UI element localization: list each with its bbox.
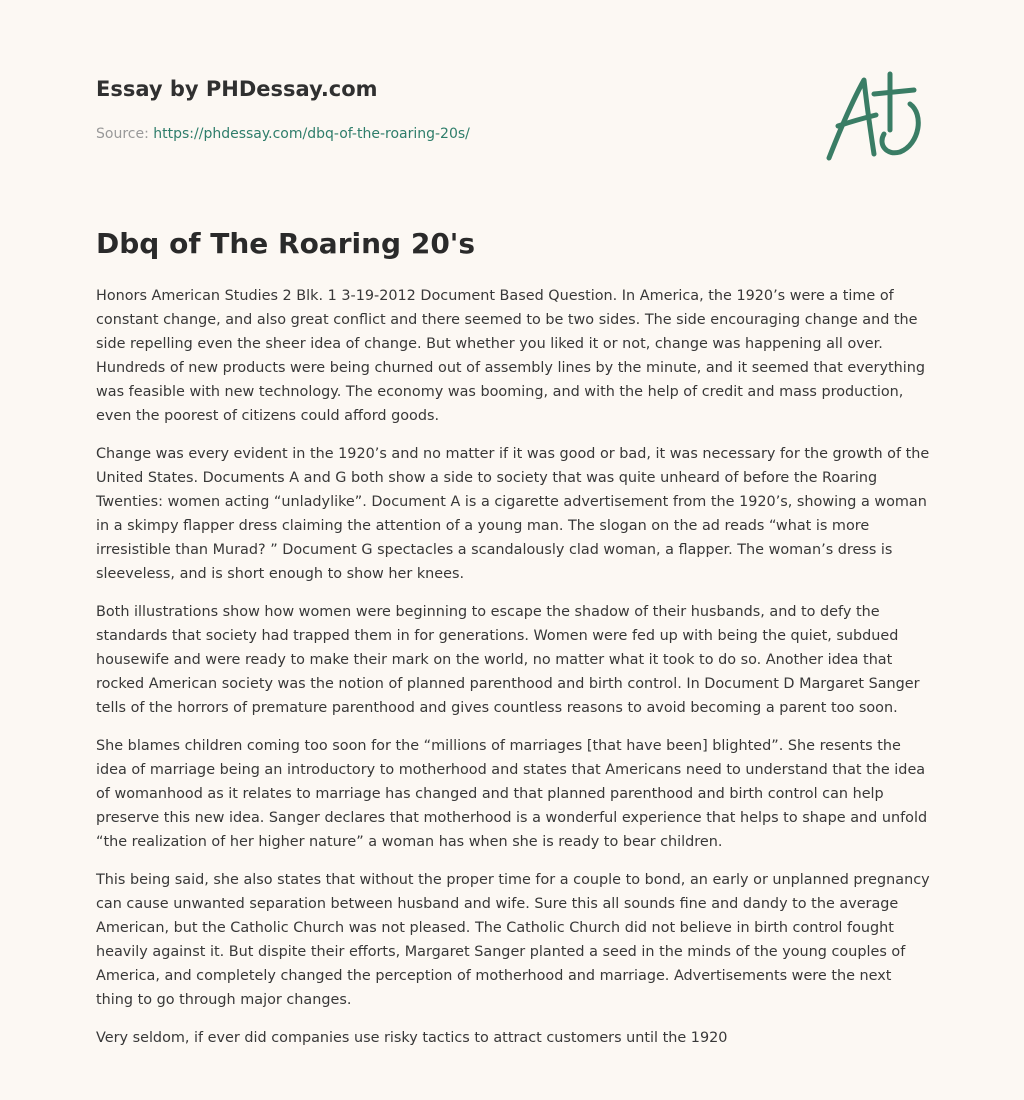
source-link[interactable]: https://phdessay.com/dbq-of-the-roaring-20s/ [153,126,470,142]
site-title: Essay by PHDessay.com [96,77,378,101]
page-header [96,74,928,142]
essay-paragraph: This being said, she also states that without the proper time for a couple to bond, an early or unplanned pregnancy can cause unwanted separation between husband and wife. Sure this all sounds fine and dandy to the average American, but the Catholic Church was not pleased. The Catholic Church did not believe in birth control fought heavily against it. But dispite their efforts, Margaret Sanger planted a seed in the minds of the young couples of America, and completely changed the perception of motherhood and marriage. Advertisements were the next thing to go through major changes. [96,872,930,1008]
essay-paragraph: She blames children coming too soon for the “millions of marriages [that have been] blighted”. She resents the idea of marriage being an introductory to motherhood and states that Americans need to understand that the idea of womanhood as it relates to marriage has changed and that planned parenthood and birth control can help preserve this new idea. Sanger declares that motherhood is a wonderful experience that helps to shape and unfold “the realization of her higher nature” a woman has when she is ready to bear children. [96,738,928,850]
essay-title: Dbq of The Roaring 20's [96,227,476,260]
essay-body [96,284,932,1064]
essay-paragraph: Very seldom, if ever did companies use risky tactics to attract customers until the 1920 [96,1030,728,1046]
essay-paragraph: Both illustrations show how women were beginning to escape the shadow of their husbands, and to defy the standards that society had trapped them in for generations. Women were fed up with being the quiet, subdued housewife and were ready to make their mark on the world, no matter what it took to do so. Another idea that rocked American society was the notion of planned parenthood and birth control. In Document D Margaret Sanger tells of the horrors of premature parenthood and gives countless reasons to avoid becoming a parent too soon. [96,604,920,716]
essay-paragraph: Change was every evident in the 1920’s and no matter if it was good or bad, it was necessary for the growth of the United States. Documents A and G both show a side to society that was quite unheard of before the Roaring Twenties: women acting “unladylike”. Document A is a cigarette advertisement from the 1920’s, showing a woman in a skimpy flapper dress claiming the attention of a young man. The slogan on the ad reads “what is more irresistible than Murad? ” Document G spectacles a scandalously clad woman, a flapper. The woman’s dress is sleeveless, and is short enough to show her knees. [96,446,930,582]
a-plus-logo [824,68,926,164]
source-line [96,124,470,144]
source-label: Source: [96,126,149,142]
essay-paragraph: Honors American Studies 2 Blk. 1 3-19-2012 Document Based Question. In America, the 1920’s were a time of constant change, and also great conflict and there seemed to be two sides. The side encouraging change and the side repelling even the sheer idea of change. But whether you liked it or not, change was happening all over. Hundreds of new products were being churned out of assembly lines by the minute, and it seemed that everything was feasible with new technology. The economy was booming, and with the help of credit and mass production, even the poorest of citizens could afford goods. [96,288,925,424]
